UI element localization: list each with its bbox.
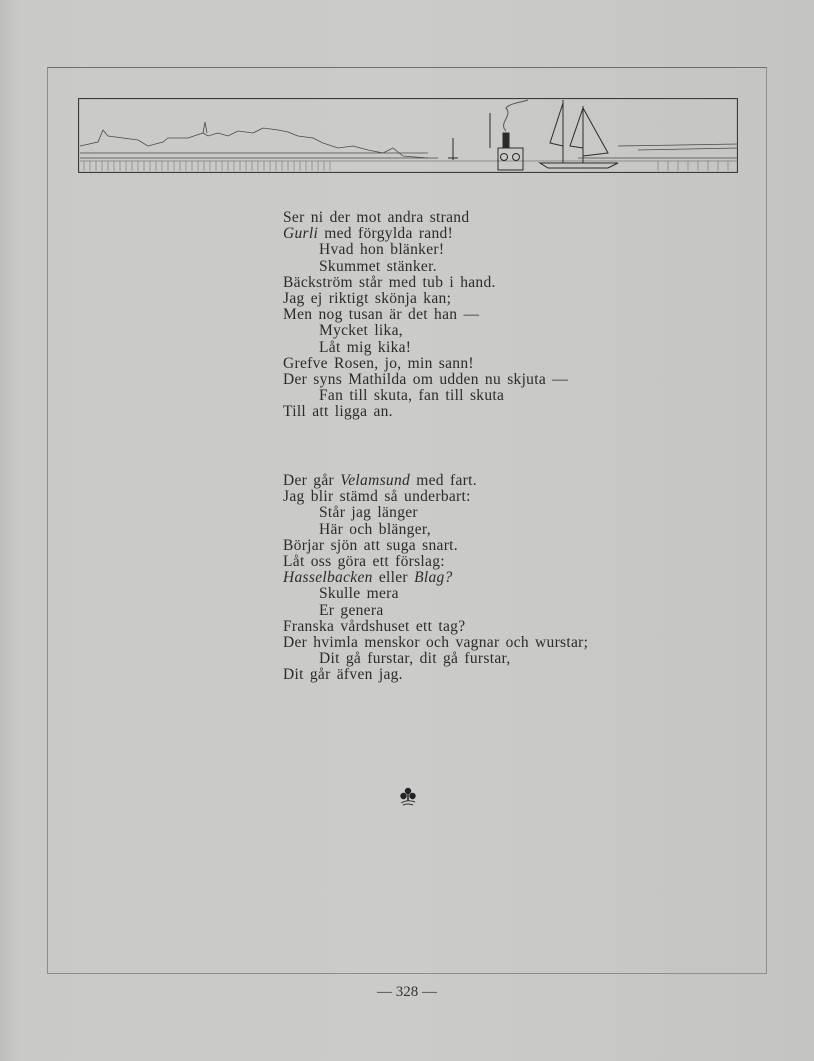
line-text: med fart. [410, 472, 477, 489]
italic-name: Blag? [414, 569, 453, 587]
poem-line [283, 356, 568, 372]
poem-line [283, 473, 588, 489]
line-text: Står jag länger [319, 504, 418, 522]
line-text: Dit går äfven jag. [283, 666, 403, 684]
line-text: Börjar sjön att suga snart. [283, 536, 458, 554]
poem-line [283, 538, 588, 554]
poem-line [283, 603, 588, 619]
poem-line [283, 554, 588, 570]
line-text: Fan till skuta, fan till skuta [319, 387, 505, 405]
line-text: Der går [283, 472, 341, 489]
poem-line [283, 635, 588, 651]
poem-line [283, 291, 568, 307]
line-text: Er genera [319, 601, 384, 619]
club-ornament-icon [397, 786, 419, 808]
poem-line [283, 522, 588, 538]
poem-line [283, 323, 568, 339]
line-text: Hvad hon blänker! [319, 241, 445, 259]
line-text: Men nog tusan är det han — [283, 306, 480, 324]
harbor-illustration [78, 98, 738, 173]
line-text: Skulle mera [319, 585, 399, 603]
poem-line [283, 586, 588, 602]
line-text: Der hvimla menskor och vagnar och wurstar; [283, 633, 589, 651]
page-number: — 328 — [377, 984, 437, 1000]
line-text: Jag blir stämd så underbart: [283, 488, 471, 506]
poem-line [283, 505, 588, 521]
line-text: med förgylda rand! [318, 225, 454, 243]
poem-line [283, 667, 588, 683]
poem-line [283, 275, 568, 291]
poem-line [283, 340, 568, 356]
poem-line [283, 619, 588, 635]
italic-name: Hasselbacken [283, 569, 373, 587]
poem-line [283, 372, 568, 388]
line-text: eller [372, 569, 415, 587]
poem-line [283, 242, 568, 258]
line-text: Grefve Rosen, jo, min sann! [283, 354, 474, 372]
poem-line [283, 307, 568, 323]
italic-name: Velamsund [340, 472, 411, 489]
poem-line [283, 404, 568, 420]
line-text: Till att ligga an. [283, 403, 393, 421]
line-text: Ser ni der mot andra strand [283, 209, 470, 226]
poem-stanza-1 [283, 210, 568, 420]
poem-line [283, 226, 568, 242]
line-text: Låt oss göra ett förslag: [283, 552, 445, 570]
line-text: Mycket lika, [319, 322, 403, 340]
poem-line [283, 259, 568, 275]
poem-line [283, 489, 588, 505]
line-text: Franska vårdshuset ett tag? [283, 617, 466, 635]
line-text: Här och blänger, [319, 520, 431, 538]
poem-stanza-2 [283, 473, 588, 683]
poem-line [283, 651, 588, 667]
poem-line [283, 570, 588, 586]
poem-line [283, 388, 568, 404]
line-text: Dit gå furstar, dit gå furstar, [319, 650, 511, 668]
italic-name: Gurli [283, 225, 319, 243]
line-text: Der syns Mathilda om udden nu skjuta — [283, 370, 568, 388]
line-text: Skummet stänker. [319, 257, 437, 275]
poem-line [283, 210, 568, 226]
line-text: Jag ej riktigt skönja kan; [283, 289, 452, 307]
line-text: Låt mig kika! [319, 338, 412, 356]
line-text: Bäckström står med tub i hand. [283, 273, 496, 291]
